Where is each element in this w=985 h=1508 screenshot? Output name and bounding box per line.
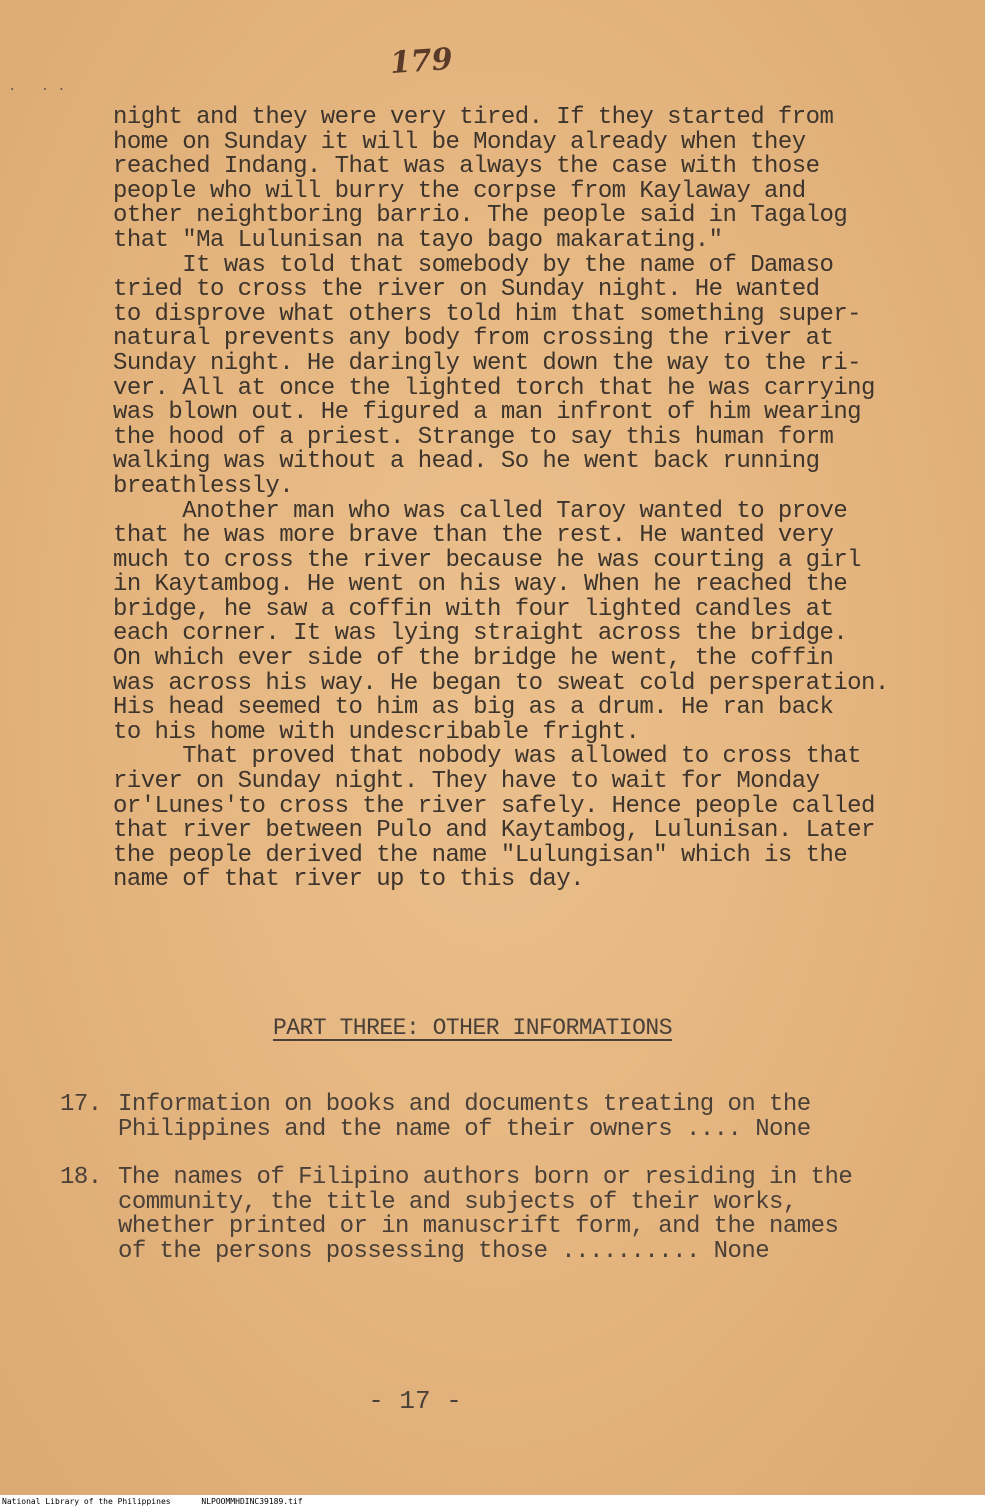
paragraph: That proved that nobody was allowed to cross that river on Sunday night. They have to wait for Monday or'Lunes'to cross the river safely. Hence people called that river between Pulo and Kaytambog, Lulunisan. Later the people derived the name "Lulungisan" which is the name of that river up to this day.	[113, 743, 875, 894]
page-number: - 17 -	[368, 1386, 462, 1416]
item-number: 17.	[60, 1091, 102, 1118]
paragraph: It was told that somebody by the name of Damaso tried to cross the river on Sunday night. He wanted to disprove what others told him that something super- natural prevents any body from crossing the river at Sunday night. He daringly went down the way to the ri- ver. All at once the lighted torch that he was carrying was blown out. He figured a man infront of him wearing the hood of a priest. Strange to say this human form walking was without a head. So he went back running breathlessly.	[113, 251, 875, 500]
paragraph: Another man who was called Taroy wanted to prove that he was more brave than the rest. He wanted very much to cross the river because he was courting a girl in Kaytambog. He went on his way. When he reached the bridge, he saw a coffin with four lighted candles at each corner. It was lying straight across the bridge. On which ever side of the bridge he went, the coffin was across his way. He began to sweat cold persperation. His head seemed to him as big as a drum. He ran back to his home with undescribable fright.	[113, 497, 889, 746]
item-number: 18.	[60, 1164, 102, 1191]
paragraph: night and they were very tired. If they started from home on Sunday it will be Monday already when they reached Indang. That was always the case with those people who will burry the corpse from Kaylaway and other neightboring barrio. The people said in Tagalog that "Ma Lulunisan na tayo bago makarating."	[113, 104, 848, 254]
library-name: National Library of the Philippines	[2, 1497, 171, 1506]
item-text: Information on books and documents treating on the Philippines and the name of their owners .... None	[118, 1091, 811, 1143]
margin-marks: · ··	[8, 82, 74, 98]
handwritten-page-number: 179	[388, 41, 454, 82]
file-name: NLPOOMMHDINC39189.tif	[201, 1497, 303, 1506]
item-text: The names of Filipino authors born or residing in the community, the title and subjects of their works, whether printed or in manuscrift form, and the names of the persons possessing those .......... None	[118, 1164, 853, 1265]
section-heading: PART THREE: OTHER INFORMATIONS	[272, 1015, 673, 1041]
archive-footer	[0, 1495, 985, 1508]
story-text	[113, 106, 953, 893]
